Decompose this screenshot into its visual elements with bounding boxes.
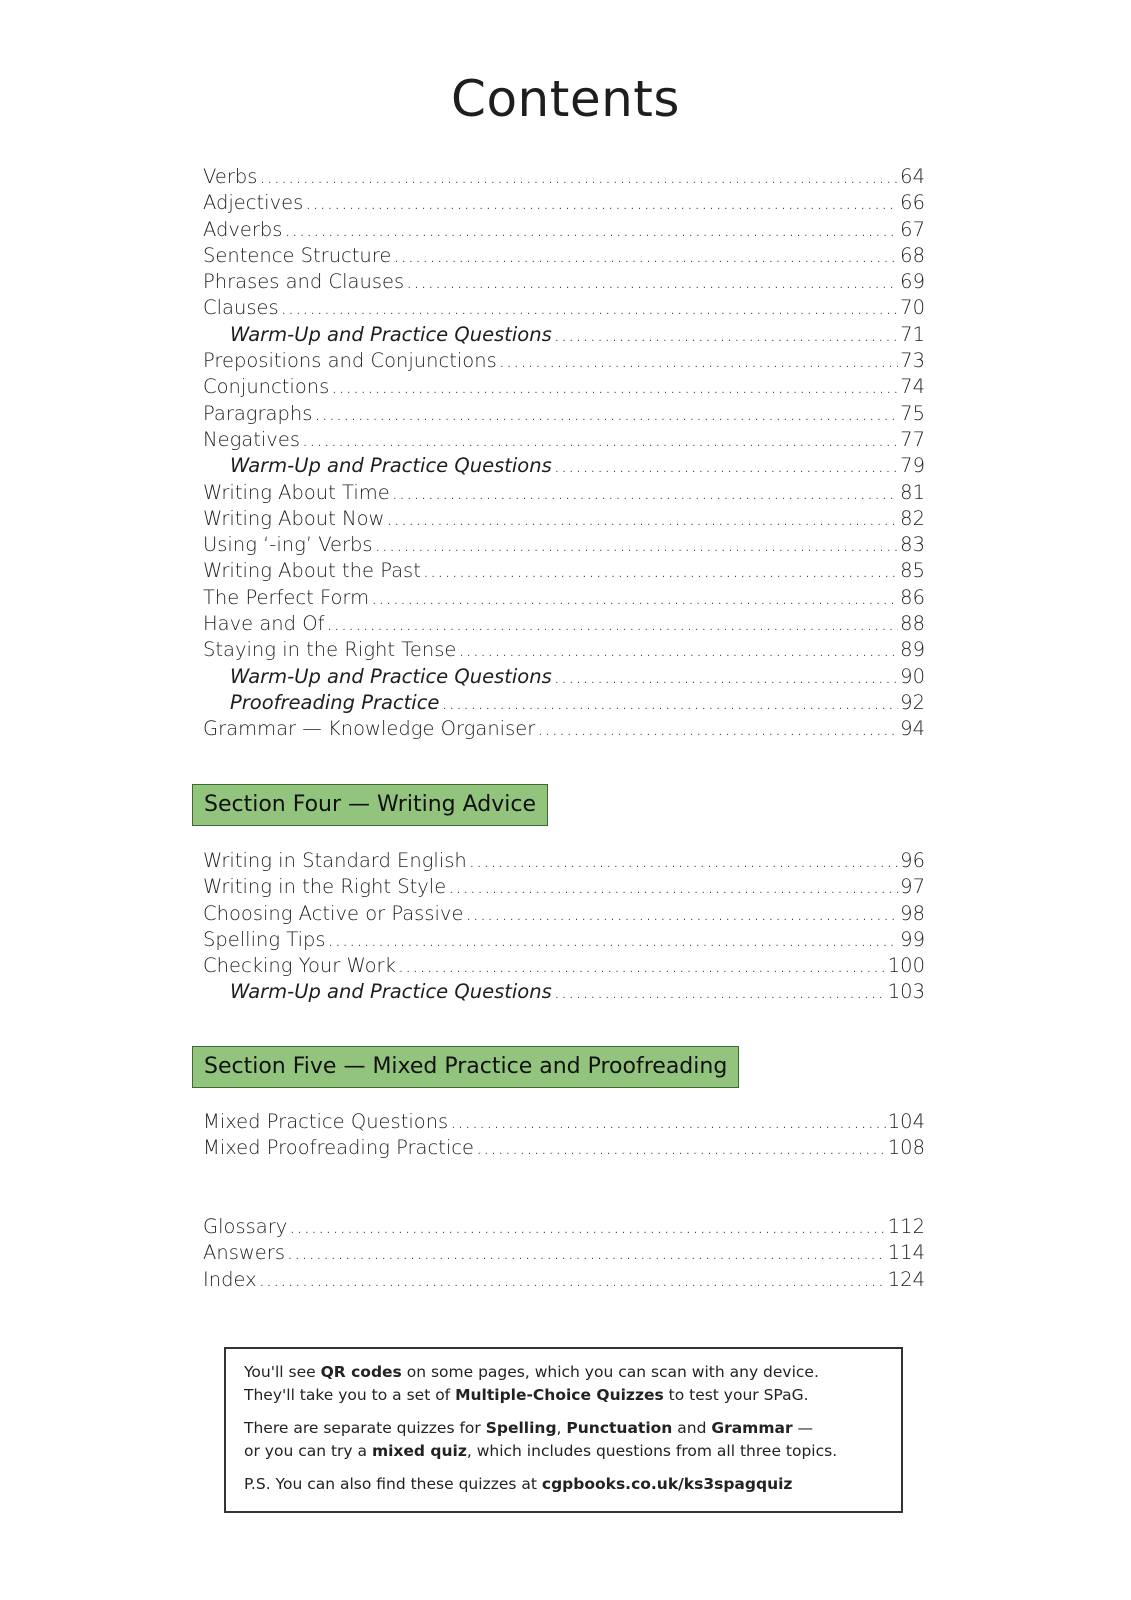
body-text: on some pages, which you can scan with any device.	[401, 1363, 819, 1381]
toc-entry-label: Verbs	[203, 165, 258, 188]
toc-entry-page-number: 97	[900, 875, 925, 899]
toc-entry-page-number: 89	[900, 638, 925, 662]
emphasised-text: Punctuation	[566, 1419, 673, 1437]
toc-entry-page-number: 94	[900, 717, 925, 741]
section-four-heading: Section Four — Writing Advice	[192, 784, 548, 826]
toc-entry-label: Spelling Tips	[203, 927, 326, 951]
quiz-info-box	[224, 1347, 903, 1513]
toc-leader-dots	[458, 637, 898, 663]
toc-entry	[203, 1267, 925, 1293]
toc-entry-page-number: 81	[900, 480, 925, 504]
toc-entry-label: Warm-Up and Practice Questions	[230, 980, 552, 1004]
toc-entry-label: Index	[203, 1267, 257, 1291]
toc-entry-label: Adverbs	[203, 217, 283, 241]
toc-entry-page-number: 124	[887, 1267, 925, 1291]
toc-entry	[203, 927, 925, 953]
toc-entry-page-number: 64	[900, 165, 925, 188]
toc-entry-page-number: 68	[900, 243, 925, 267]
toc-entry-page-number: 75	[900, 401, 925, 425]
toc-leader-dots	[259, 164, 898, 190]
contents-list-section-five	[203, 1109, 925, 1162]
body-text: to test your SPaG.	[663, 1386, 809, 1404]
toc-leader-dots	[393, 243, 898, 269]
toc-leader-dots	[537, 716, 898, 742]
body-text: and	[672, 1419, 712, 1437]
toc-entry-page-number: 85	[900, 559, 925, 583]
toc-entry	[203, 611, 925, 637]
toc-leader-dots	[386, 506, 898, 532]
body-text: , which includes questions from all three topics.	[466, 1442, 838, 1460]
body-text: P.S. You can also find these quizzes at	[244, 1475, 542, 1493]
toc-entry	[203, 506, 925, 532]
toc-entry-label: Prepositions and Conjunctions	[203, 349, 497, 373]
toc-entry-page-number: 66	[900, 191, 925, 215]
toc-entry-page-number: 96	[900, 849, 925, 872]
toc-leader-dots	[398, 953, 886, 979]
toc-entry-label: Glossary	[203, 1215, 288, 1238]
toc-leader-dots	[328, 927, 899, 953]
toc-entry-page-number: 83	[900, 533, 925, 557]
toc-leader-dots	[331, 374, 898, 400]
toc-entry-page-number: 114	[887, 1241, 925, 1265]
toc-leader-dots	[314, 401, 898, 427]
emphasised-text: cgpbooks.co.uk/ks3spagquiz	[541, 1475, 793, 1493]
toc-entry-label: Writing About Now	[203, 506, 385, 530]
emphasised-text: Spelling	[485, 1419, 557, 1437]
toc-entry-label: Clauses	[203, 296, 279, 320]
toc-entry-label: Writing in Standard English	[203, 849, 467, 872]
toc-entry	[203, 874, 925, 900]
contents-list-backmatter	[203, 1214, 925, 1293]
section-five-heading: Section Five — Mixed Practice and Proofreading	[192, 1046, 739, 1088]
emphasised-text: mixed quiz	[371, 1442, 467, 1460]
toc-leader-dots	[281, 295, 899, 321]
toc-leader-dots	[448, 874, 898, 900]
body-text: There are separate quizzes for	[244, 1419, 486, 1437]
toc-leader-dots	[302, 427, 898, 453]
quiz-info-paragraph-qr	[244, 1361, 883, 1407]
toc-entry-label: Checking Your Work	[203, 954, 396, 978]
toc-entry-page-number: 112	[887, 1215, 925, 1238]
toc-entry-page-number: 79	[900, 454, 925, 478]
toc-entry	[203, 585, 925, 611]
toc-entry	[203, 637, 925, 663]
toc-leader-dots	[406, 269, 898, 295]
toc-leader-dots	[289, 1214, 885, 1240]
toc-entry	[203, 664, 925, 690]
toc-leader-dots	[476, 1135, 886, 1161]
toc-entry	[203, 453, 925, 479]
toc-entry-label: Warm-Up and Practice Questions	[230, 664, 552, 688]
contents-list-grammar	[203, 164, 925, 743]
quiz-info-paragraph-topics	[244, 1417, 883, 1463]
toc-entry	[203, 901, 925, 927]
toc-entry	[203, 295, 925, 321]
toc-entry	[203, 190, 925, 216]
toc-leader-dots	[554, 664, 898, 690]
toc-leader-dots	[441, 690, 898, 716]
toc-entry	[203, 848, 925, 874]
toc-entry-page-number: 69	[900, 270, 925, 294]
toc-entry-label: Mixed Proofreading Practice	[203, 1136, 474, 1160]
toc-entry-label: Writing in the Right Style	[203, 875, 447, 899]
toc-entry	[203, 558, 925, 584]
toc-entry	[203, 1214, 925, 1240]
toc-entry-page-number: 103	[887, 980, 925, 1004]
toc-entry	[203, 953, 925, 979]
toc-entry	[203, 374, 925, 400]
toc-entry-label: Warm-Up and Practice Questions	[230, 454, 552, 478]
toc-leader-dots	[284, 217, 898, 243]
contents-list-section-four	[203, 848, 925, 1006]
toc-leader-dots	[450, 1109, 886, 1135]
toc-entry-page-number: 108	[887, 1136, 925, 1160]
toc-entry-label: Adjectives	[203, 191, 304, 215]
toc-entry-label: Negatives	[203, 427, 300, 451]
toc-leader-dots	[554, 453, 898, 479]
toc-entry-page-number: 86	[900, 585, 925, 609]
toc-entry-label: Conjunctions	[203, 375, 330, 399]
toc-leader-dots	[287, 1240, 886, 1266]
toc-entry	[203, 532, 925, 558]
emphasised-text: Grammar	[711, 1419, 793, 1437]
toc-entry-page-number: 99	[900, 927, 925, 951]
toc-entry-page-number: 92	[900, 690, 925, 714]
body-text: You'll see	[244, 1363, 321, 1381]
toc-entry	[203, 1109, 925, 1135]
toc-entry-page-number: 74	[900, 375, 925, 399]
toc-entry	[203, 979, 925, 1005]
toc-leader-dots	[423, 558, 898, 584]
toc-entry-page-number: 67	[900, 217, 925, 241]
toc-entry	[203, 348, 925, 374]
toc-entry	[203, 164, 925, 190]
toc-entry-label: Mixed Practice Questions	[203, 1110, 449, 1133]
toc-entry-label: Writing About the Past	[203, 559, 421, 583]
toc-entry-label: Paragraphs	[203, 401, 313, 425]
page-title: Contents	[451, 70, 680, 128]
toc-entry-label: Sentence Structure	[203, 243, 392, 267]
toc-entry-page-number: 88	[900, 612, 925, 636]
toc-leader-dots	[392, 480, 898, 506]
emphasised-text: QR codes	[320, 1363, 402, 1381]
toc-entry-page-number: 73	[900, 349, 925, 373]
toc-entry	[203, 322, 925, 348]
toc-entry-page-number: 90	[900, 664, 925, 688]
toc-entry	[203, 1135, 925, 1161]
emphasised-text: Multiple-Choice Quizzes	[455, 1386, 664, 1404]
toc-entry	[203, 690, 925, 716]
toc-entry-page-number: 77	[900, 427, 925, 451]
toc-entry	[203, 1240, 925, 1266]
toc-entry	[203, 217, 925, 243]
toc-entry	[203, 716, 925, 742]
toc-leader-dots	[554, 979, 886, 1005]
toc-entry-label: The Perfect Form	[203, 585, 370, 609]
toc-entry	[203, 480, 925, 506]
toc-leader-dots	[259, 1267, 886, 1293]
body-text: They'll take you to a set of	[244, 1386, 456, 1404]
toc-entry-page-number: 98	[900, 901, 925, 925]
toc-entry	[203, 401, 925, 427]
toc-entry-page-number: 82	[900, 506, 925, 530]
toc-entry-page-number: 71	[900, 322, 925, 346]
toc-entry-label: Writing About Time	[203, 480, 390, 504]
toc-leader-dots	[305, 190, 898, 216]
toc-entry-label: Answers	[203, 1241, 285, 1265]
toc-entry-label: Staying in the Right Tense	[203, 638, 457, 662]
body-text: —	[792, 1419, 814, 1437]
toc-entry-label: Proofreading Practice	[230, 690, 440, 714]
toc-entry-label: Grammar — Knowledge Organiser	[203, 717, 536, 741]
toc-entry-label: Warm-Up and Practice Questions	[230, 322, 552, 346]
toc-entry	[203, 243, 925, 269]
toc-entry-label: Choosing Active or Passive	[203, 901, 464, 925]
toc-leader-dots	[469, 848, 898, 874]
toc-entry-label: Phrases and Clauses	[203, 270, 405, 294]
toc-leader-dots	[554, 322, 898, 348]
toc-entry	[203, 269, 925, 295]
toc-entry-label: Using ‘-ing’ Verbs	[203, 533, 373, 557]
toc-leader-dots	[465, 901, 898, 927]
body-text: or you can try a	[244, 1442, 372, 1460]
toc-entry-label: Have and Of	[203, 612, 325, 636]
toc-entry-page-number: 70	[900, 296, 925, 320]
toc-entry	[203, 427, 925, 453]
toc-leader-dots	[499, 348, 898, 374]
toc-leader-dots	[326, 611, 898, 637]
quiz-info-paragraph-url	[244, 1473, 883, 1496]
toc-leader-dots	[375, 532, 899, 558]
body-text: ,	[556, 1419, 567, 1437]
toc-entry-page-number: 100	[887, 954, 925, 978]
toc-leader-dots	[371, 585, 898, 611]
toc-entry-page-number: 104	[887, 1110, 925, 1133]
